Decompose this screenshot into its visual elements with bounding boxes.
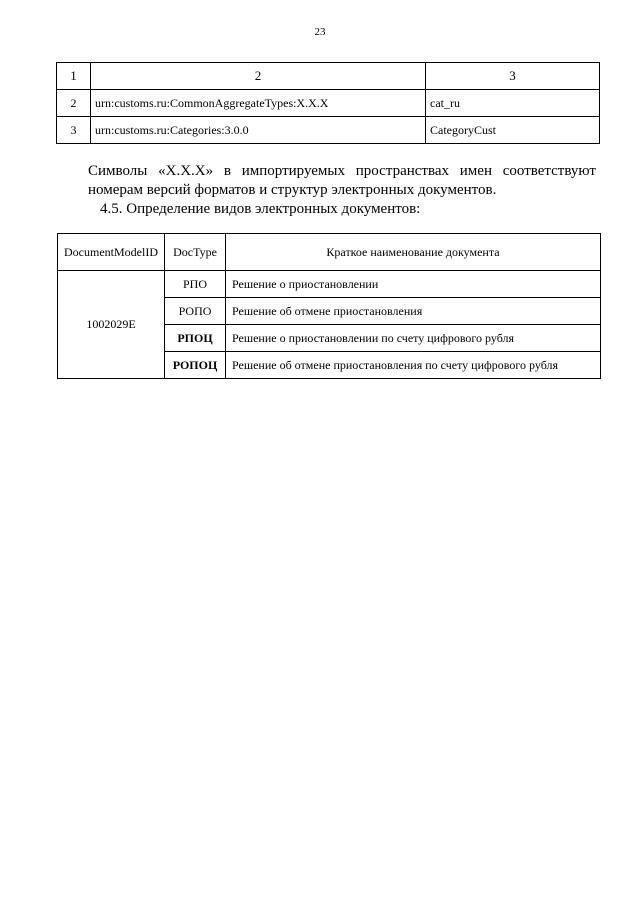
header-cell-1: 1 <box>57 63 91 90</box>
header-doc-type: DocType <box>165 234 226 271</box>
document-model-id: 1002029E <box>58 271 165 379</box>
namespace-prefix: CategoryCust <box>426 117 600 144</box>
namespace-uri: urn:customs.ru:CommonAggregateTypes:X.X.X <box>91 90 426 117</box>
doc-type-name: Решение о приостановлении <box>226 271 601 298</box>
doc-type-name: Решение об отмене приостановления по счету цифрового рубля <box>226 352 601 379</box>
namespaces-table <box>56 62 600 144</box>
namespace-prefix: cat_ru <box>426 90 600 117</box>
header-document-name: Краткое наименование документа <box>226 234 601 271</box>
section-heading-4-5: 4.5. Определение видов электронных документов: <box>100 201 421 217</box>
doc-type-name: Решение об отмене приостановления <box>226 298 601 325</box>
page-number: 23 <box>314 26 326 38</box>
doc-type-code: РПОЦ <box>165 325 226 352</box>
table-header-row <box>58 234 601 271</box>
header-cell-2: 2 <box>91 63 426 90</box>
namespace-uri: urn:customs.ru:Categories:3.0.0 <box>91 117 426 144</box>
doc-type-code: РПО <box>165 271 226 298</box>
doc-type-code: РОПОЦ <box>165 352 226 379</box>
doc-type-name: Решение о приостановлении по счету цифрового рубля <box>226 325 601 352</box>
row-number: 3 <box>57 117 91 144</box>
doc-types-table <box>57 233 601 379</box>
row-number: 2 <box>57 90 91 117</box>
table-row <box>57 117 600 144</box>
header-document-model-id: DocumentModelID <box>58 234 165 271</box>
doc-type-code: РОПО <box>165 298 226 325</box>
table-row <box>58 271 601 298</box>
table-header-row <box>57 63 600 90</box>
paragraph-versions-line-2: номерам версий форматов и структур электронных документов. <box>88 182 497 198</box>
header-cell-3: 3 <box>426 63 600 90</box>
table-row <box>57 90 600 117</box>
paragraph-versions-line-1: Символы «X.X.X» в импортируемых пространствах имен соответствуют <box>88 163 596 179</box>
